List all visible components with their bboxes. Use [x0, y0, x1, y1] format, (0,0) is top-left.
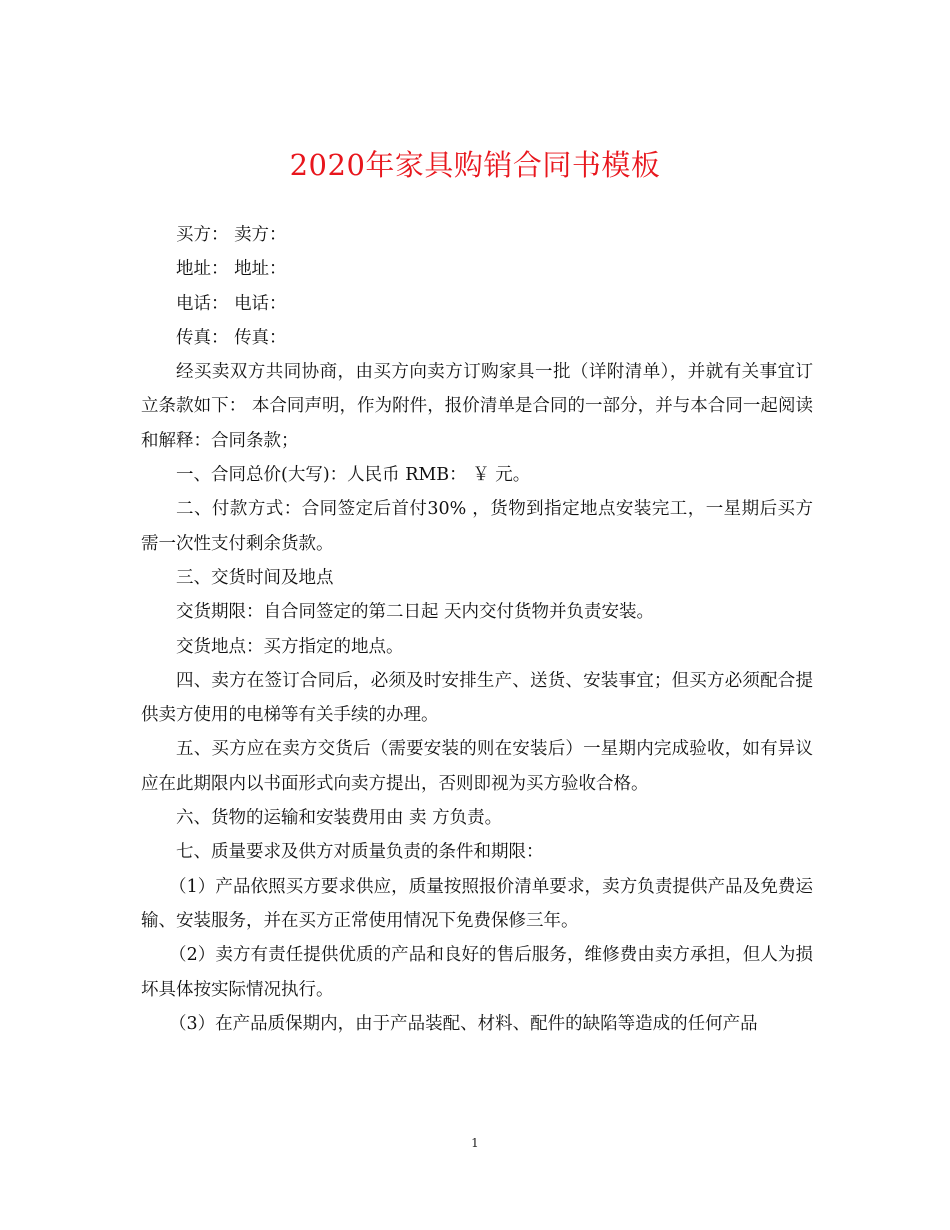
page-number: 1: [471, 1136, 479, 1150]
clause-7-item-1: （1）产品依照买方要求供应，质量按照报价清单要求，卖方负责提供产品及免费运输、安装服务，并在买方正常使用情况下免费保修三年。: [141, 876, 813, 931]
fax-line: 传真： 传真：: [176, 327, 287, 348]
clause-7-item-2: （2）卖方有责任提供优质的产品和良好的售后服务，维修费由卖方承担，但人为损坏具体按实际情况执行。: [141, 945, 813, 1000]
clause-6: 六、货物的运输和安装费用由 卖 方负责。: [176, 808, 503, 829]
delivery-deadline: 交货期限：自合同签定的第二日起 天内交付货物并负责安装。: [176, 602, 655, 623]
preamble-paragraph: 经买卖双方共同协商，由买方向卖方订购家具一批（详附清单），并就有关事宜订立条款如下： 本合同声明，作为附件，报价清单是合同的一部分，并与本合同一起阅读和解释：合同条款；: [141, 362, 813, 451]
phone-line: 电话： 电话：: [176, 293, 287, 314]
clause-4: 四、卖方在签订合同后，必须及时安排生产、送货、安装事宜；但买方必须配合提供卖方使用的电梯等有关手续的办理。: [141, 670, 813, 726]
clause-2: 二、付款方式：合同签定后首付30% ，货物到指定地点安装完工，一星期后买方需一次性支付剩余货款。: [141, 499, 813, 554]
clause-7-item-3: （3）在产品质保期内，由于产品装配、材料、配件的缺陷等造成的任何产品: [169, 1013, 758, 1034]
clause-7-heading: 七、质量要求及供方对质量负责的条件和期限：: [176, 842, 544, 863]
party-line: 买方： 卖方：: [176, 225, 287, 245]
delivery-location: 交货地点：买方指定的地点。: [176, 636, 404, 657]
address-line: 地址： 地址：: [176, 259, 287, 280]
document-title: 2020年家具购销合同书模板: [289, 148, 661, 182]
clause-5: 五、买方应在卖方交货后（需要安装的则在安装后）一星期内完成验收，如有异议应在此期限内以书面形式向卖方提出，否则即视为买方验收合格。: [141, 739, 813, 794]
clause-1: 一、合同总价(大写)：人民币 RMB： ￥ 元。: [176, 465, 531, 486]
document-body: [141, 218, 813, 1041]
clause-3-heading: 三、交货时间及地点: [176, 567, 334, 588]
